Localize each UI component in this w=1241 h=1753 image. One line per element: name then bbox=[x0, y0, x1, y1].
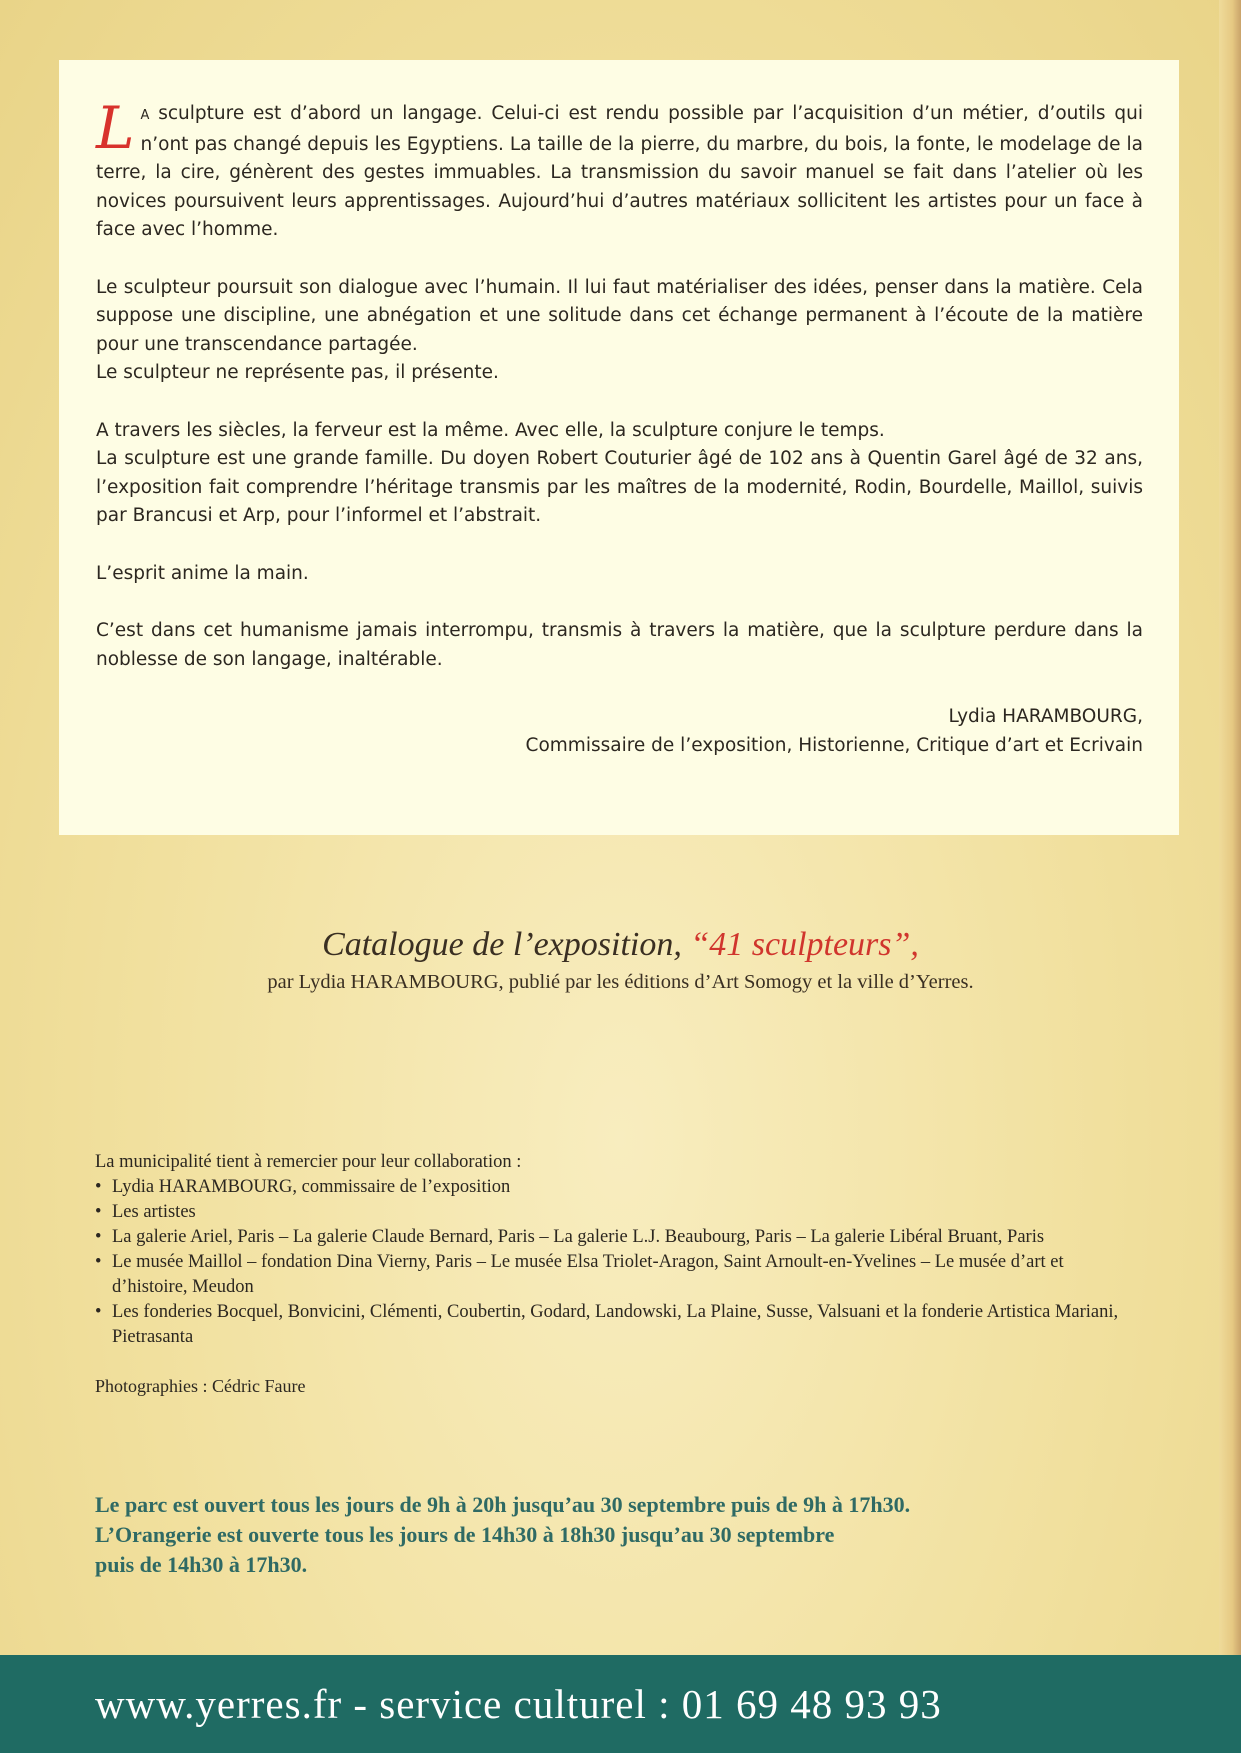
hours-line-2: L’Orangerie est ouverte tous les jours de 14h30 à 18h30 jusqu’au 30 septembre bbox=[95, 1522, 835, 1547]
catalogue-subtitle: par Lydia HARAMBOURG, publié par les éditions d’Art Somogy et la ville d’Yerres. bbox=[267, 971, 974, 993]
intro-paragraph-1-text: sculpture est d’abord un langage. Celui-ci est rendu possible par l’acquisition d’un métier, d’outils qui n’ont pas changé depuis les Egyptiens. La taille de la pierre, du marbre, du bois, la fonte, le modelage de la terre, la cire, génèrent des gestes immuables. La transmission du savoir manuel se fait dans l’atelier où les novices poursuivent leurs apprentissages. Aujourd’hui d’autres matériaux sollicitent les artistes pour un face à face avec l’homme. bbox=[96, 103, 1143, 240]
acknowledgements-intro: La municipalité tient à remercier pour leur collaboration : bbox=[95, 1152, 522, 1172]
intro-paragraph-5: C’est dans cet humanisme jamais interrompu, transmis à travers la matière, que la sculpture perdure dans la noblesse de son langage, inaltérable. bbox=[96, 620, 1143, 670]
signature bbox=[96, 703, 1143, 760]
catalogue-section bbox=[0, 925, 1241, 995]
catalogue-title-quote: “41 sculpteurs”, bbox=[690, 926, 919, 963]
opening-hours bbox=[95, 1490, 1145, 1580]
intro-paragraph-2a: Le sculpteur poursuit son dialogue avec l’humain. Il lui faut matérialiser des idées, penser dans la matière. Cela suppose une discipline, une abnégation et une solitude dans cet échange permanent à l’écoute de la matière pour une transcendance partagée. bbox=[96, 276, 1143, 355]
acknowledgements bbox=[95, 1150, 1120, 1399]
page-edge bbox=[1219, 0, 1241, 1753]
hours-line-3: puis de 14h30 à 17h30. bbox=[95, 1552, 308, 1577]
photo-credit: Photographies : Cédric Faure bbox=[95, 1376, 306, 1396]
list-item: • Le musée Maillol – fondation Dina Vierny, Paris – Le musée Elsa Triolet-Aragon, Saint Arnoult-en-Yvelines – Le musée d’art et d’histoire, Meudon bbox=[95, 1250, 1120, 1300]
intro-paragraph-3b: La sculpture est une grande famille. Du doyen Robert Couturier âgé de 102 ans à Quentin Garel âgé de 32 ans, l’exposition fait comprendre l’héritage transmis par les maîtres de la modernité, Rodin, Bourdelle, Maillol, suivis par Brancusi et Arp, pour l’informel et l’abstrait. bbox=[96, 448, 1143, 526]
intro-paragraph-3 bbox=[96, 417, 1143, 531]
list-item: • Les artistes bbox=[95, 1200, 1120, 1225]
signature-title: Commissaire de l’exposition, Historienne, Critique d’art et Ecrivain bbox=[525, 734, 1143, 756]
intro-paragraph-4: L’esprit anime la main. bbox=[96, 562, 309, 584]
list-item: • La galerie Ariel, Paris – La galerie Claude Bernard, Paris – La galerie L.J. Beaubourg, Paris – La galerie Libéral Bruant, Paris bbox=[95, 1225, 1120, 1250]
drop-cap-letter: L bbox=[96, 94, 135, 162]
intro-paragraph-1 bbox=[96, 94, 1143, 245]
small-cap-letter: A bbox=[140, 108, 150, 123]
intro-paragraph-2b: Le sculpteur ne représente pas, il présente. bbox=[96, 362, 499, 383]
intro-paragraph-3a: A travers les siècles, la ferveur est la même. Avec elle, la sculpture conjure le temps. bbox=[96, 419, 885, 441]
list-item: • Les fonderies Bocquel, Bonvicini, Clémenti, Coubertin, Godard, Landowski, La Plaine, Susse, Valsuani et la fonderie Artistica Mariani, Pietrasanta bbox=[95, 1300, 1120, 1350]
catalogue-title bbox=[0, 925, 1241, 965]
intro-paragraph-2 bbox=[96, 274, 1143, 388]
hours-line-1: Le parc est ouvert tous les jours de 9h à 20h jusqu’au 30 septembre puis de 9h à 17h30. bbox=[95, 1492, 911, 1517]
signature-name: Lydia HARAMBOURG, bbox=[948, 706, 1143, 727]
intro-text-box bbox=[59, 60, 1179, 835]
footer-text: www.yerres.fr - service culturel : 01 69 48 93 93 bbox=[95, 1681, 942, 1727]
footer-banner bbox=[0, 1655, 1241, 1753]
catalogue-title-prefix: Catalogue de l’exposition, bbox=[322, 926, 691, 963]
list-item: • Lydia HARAMBOURG, commissaire de l’exposition bbox=[95, 1175, 1120, 1200]
acknowledgements-list bbox=[95, 1175, 1120, 1350]
